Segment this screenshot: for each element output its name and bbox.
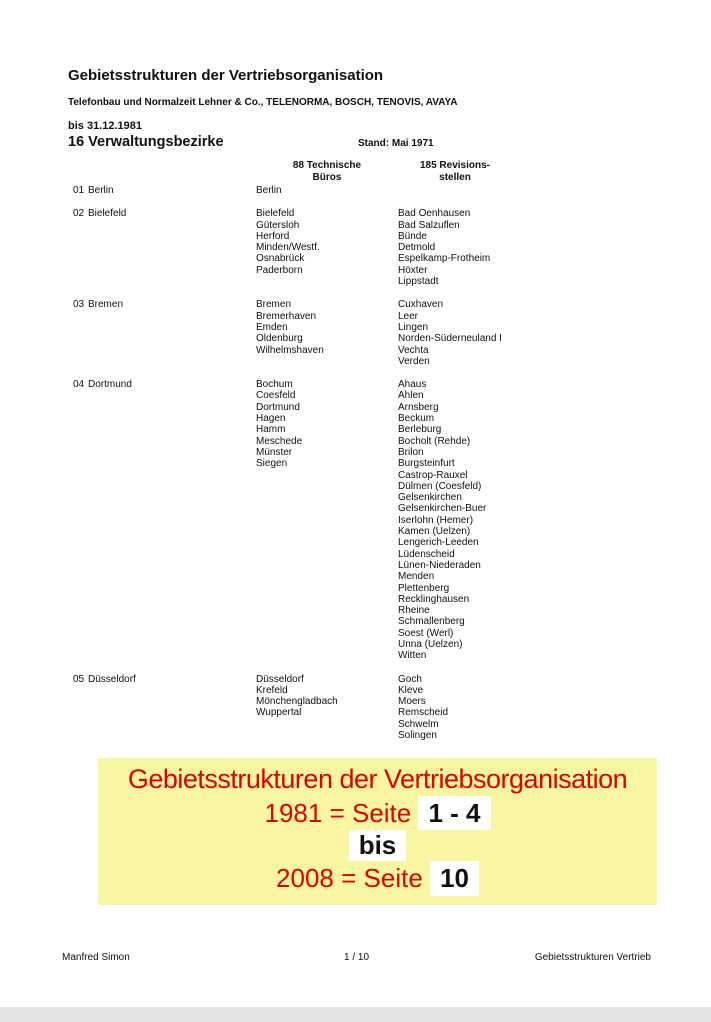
revisionsstelle-item: Unna (Uelzen) — [398, 638, 463, 650]
districts-heading: 16 Verwaltungsbezirke — [68, 134, 224, 150]
technisches-buero-item: Herford — [256, 230, 290, 242]
revisionsstelle-item: Detmold — [398, 242, 436, 254]
footer-author: Manfred Simon — [62, 952, 130, 963]
technisches-buero-item: Meschede — [256, 435, 303, 447]
revisionsstelle-item: Kamen (Uelzen) — [398, 526, 471, 538]
highlight-box — [98, 758, 657, 905]
stand-label: Stand: Mai 1971 — [358, 138, 434, 149]
page-footer — [0, 952, 711, 963]
highlight-line-2008 — [98, 861, 657, 896]
district-label — [0, 208, 256, 287]
page-subtitle: Telefonbau und Normalzeit Lehner & Co., TELENORMA, BOSCH, TENOVIS, AVAYA — [68, 97, 458, 108]
revisionsstelle-item: Bocholt (Rehde) — [398, 435, 471, 447]
revisionsstelle-item: Höxter — [398, 264, 428, 276]
technisches-buero-item: Bochum — [256, 379, 293, 391]
district-group — [0, 379, 711, 661]
technisches-buero-item: Osnabrück — [256, 253, 305, 265]
technische-bueros-list — [256, 185, 398, 196]
revisionsstelle-item: Cuxhaven — [398, 299, 444, 311]
revisionsstelle-item: Iserlohn (Hemer) — [398, 514, 474, 526]
revisionsstelle-item: Moers — [398, 696, 426, 708]
footer-page-indicator: 1 / 10 — [343, 952, 370, 963]
technisches-buero-item: Münster — [256, 446, 293, 458]
technische-bueros-list — [256, 379, 398, 661]
technisches-buero-item: Bremen — [256, 299, 292, 311]
revisionsstelle-item: Recklinghausen — [398, 593, 470, 605]
technisches-buero-item: Bremerhaven — [256, 310, 317, 322]
period-label: bis 31.12.1981 — [68, 120, 143, 132]
revisionsstelle-item: Bünde — [398, 230, 427, 242]
district-number: 05 — [73, 673, 85, 685]
revisionsstelle-item: Norden-Süderneuland I — [398, 333, 502, 345]
revisionsstellen-list — [398, 208, 711, 287]
column-header-line: stellen — [439, 171, 471, 183]
revisionsstellen-list — [398, 299, 711, 367]
highlight-2008-label: 2008 = Seite — [276, 863, 423, 893]
technisches-buero-item: Minden/Westf. — [256, 242, 320, 254]
technisches-buero-item: Dortmund — [256, 401, 300, 413]
revisionsstelle-item: Menden — [398, 571, 435, 583]
revisionsstelle-item: Burgsteinfurt — [398, 458, 455, 470]
revisionsstelle-item: Lengerich-Leeden — [398, 537, 479, 549]
technisches-buero-item: Paderborn — [256, 264, 303, 276]
revisionsstellen-list — [398, 379, 711, 661]
district-number: 02 — [73, 208, 85, 220]
district-name: Berlin — [88, 185, 114, 196]
technisches-buero-item: Siegen — [256, 458, 288, 470]
revisionsstelle-item: Remscheid — [398, 707, 449, 719]
district-group — [0, 208, 711, 287]
technische-bueros-list — [256, 208, 398, 287]
district-label — [0, 674, 256, 742]
technische-bueros-list — [256, 299, 398, 367]
technisches-buero-item: Gütersloh — [256, 219, 300, 231]
revisionsstelle-item: Brilon — [398, 446, 424, 458]
district-label — [0, 299, 256, 367]
column-header-line: 88 Technische — [292, 160, 362, 171]
revisionsstelle-item: Schwelm — [398, 718, 439, 730]
revisionsstelle-item: Espelkamp-Frotheim — [398, 253, 491, 265]
technisches-buero-item: Bielefeld — [256, 208, 295, 220]
viewer-bottom-bar — [0, 1007, 711, 1022]
highlight-2008-pages-chip: 10 — [430, 861, 479, 896]
revisionsstelle-item: Vechta — [398, 344, 429, 356]
district-name: Dortmund — [88, 379, 132, 391]
revisionsstelle-item: Soest (Werl) — [398, 627, 454, 639]
highlight-line-bis — [98, 830, 657, 861]
highlight-bis-chip: bis — [349, 830, 407, 861]
column-header-technische-bueros — [256, 160, 398, 183]
revisionsstelle-item: Gelsenkirchen-Buer — [398, 503, 487, 515]
revisionsstelle-item: Bad Oenhausen — [398, 208, 471, 220]
technisches-buero-item: Emden — [256, 321, 288, 333]
technisches-buero-item: Wuppertal — [256, 707, 302, 719]
revisionsstelle-item: Berleburg — [398, 424, 442, 436]
technisches-buero-item: Hamm — [256, 424, 286, 436]
technisches-buero-item: Krefeld — [256, 684, 288, 696]
technisches-buero-item: Wilhelmshaven — [256, 344, 324, 356]
revisionsstelle-item: Arnsberg — [398, 401, 439, 413]
revisionsstelle-item: Lünen-Niederaden — [398, 559, 481, 571]
revisionsstelle-item: Ahaus — [398, 379, 427, 391]
revisionsstelle-item: Castrop-Rauxel — [398, 469, 468, 481]
highlight-title: Gebietsstrukturen der Vertriebsorganisation — [127, 764, 628, 794]
page-title: Gebietsstrukturen der Vertriebsorganisation — [68, 67, 384, 84]
revisionsstelle-item: Verden — [398, 355, 430, 367]
column-header-line: 185 Revisions- — [419, 160, 491, 171]
revisionsstelle-item: Leer — [398, 310, 419, 322]
district-group — [0, 299, 711, 367]
revisionsstelle-item: Kleve — [398, 684, 424, 696]
technisches-buero-item: Hagen — [256, 413, 286, 425]
highlight-1981-pages-chip: 1 - 4 — [418, 796, 490, 830]
revisionsstellen-list — [398, 674, 711, 742]
district-name: Bremen — [88, 299, 124, 311]
revisionsstelle-item: Ahlen — [398, 390, 424, 402]
district-label — [0, 185, 256, 196]
technisches-buero-item: Mönchengladbach — [256, 696, 338, 708]
district-number: 03 — [73, 299, 85, 311]
district-label — [0, 379, 256, 661]
technisches-buero-item: Oldenburg — [256, 333, 303, 345]
technisches-buero-item: Düsseldorf — [256, 673, 304, 685]
technisches-buero-item: Coesfeld — [256, 390, 296, 402]
revisionsstelle-item: Schmallenberg — [398, 616, 465, 628]
revisionsstelle-item: Dülmen (Coesfeld) — [398, 480, 482, 492]
district-name: Bielefeld — [88, 208, 127, 220]
district-group — [0, 185, 711, 196]
revisionsstelle-item: Solingen — [398, 730, 437, 742]
revisionsstellen-list — [398, 185, 711, 196]
district-number: 04 — [73, 379, 85, 391]
revisionsstelle-item: Plettenberg — [398, 582, 450, 594]
district-group — [0, 674, 711, 742]
technisches-buero-item: Berlin — [256, 185, 282, 196]
revisionsstelle-item: Witten — [398, 650, 427, 662]
revisionsstelle-item: Lüdenscheid — [398, 548, 455, 560]
district-number: 01 — [73, 185, 85, 196]
revisionsstelle-item: Beckum — [398, 413, 435, 425]
highlight-1981-label: 1981 = Seite — [264, 798, 412, 828]
revisionsstelle-item: Gelsenkirchen — [398, 492, 462, 504]
revisionsstelle-item: Goch — [398, 673, 422, 685]
column-header-revisionsstellen — [398, 160, 512, 183]
district-name: Düsseldorf — [88, 673, 136, 685]
revisionsstelle-item: Lingen — [398, 321, 429, 333]
revisionsstelle-item: Bad Salzuflen — [398, 219, 460, 231]
column-header-line: Büros — [312, 171, 342, 183]
revisionsstelle-item: Lippstadt — [398, 276, 439, 288]
footer-doc-name: Gebietsstrukturen Vertrieb — [534, 952, 651, 963]
revisionsstelle-item: Rheine — [398, 605, 430, 617]
districts-table — [0, 185, 711, 753]
technische-bueros-list — [256, 674, 398, 742]
highlight-line-1981 — [98, 796, 657, 830]
